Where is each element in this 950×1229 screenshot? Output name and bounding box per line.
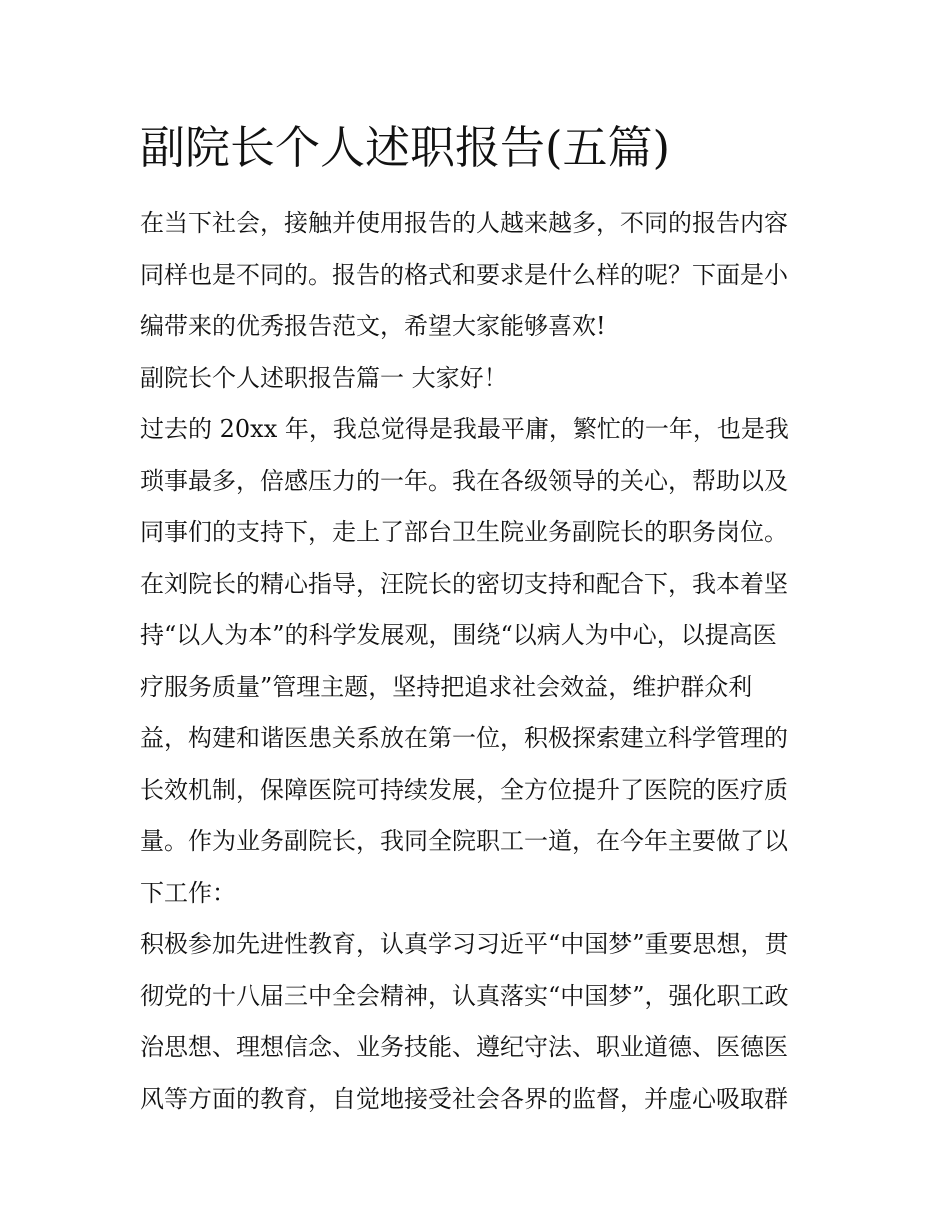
document-body (140, 198, 830, 1125)
text-line: 风等方面的教育，自觉地接受社会各界的监督，并虚心吸取群 (140, 1084, 788, 1113)
text-line: 积极参加先进性教育，认真学习习近平“中国梦”重要思想，贯 (140, 930, 789, 958)
text-line: 持“以人为本”的科学发展观，围绕“以病人为中心，以提高医 (140, 621, 777, 649)
text-line: 量。作为业务副院长，我同全院职工一道，在今年主要做了以 (140, 827, 788, 855)
text-line: 琐事最多，倍感压力的一年。我在各级领导的关心，帮助以及 (140, 466, 788, 495)
text-line: 在当下社会，接触并使用报告的人越来越多，不同的报告内容 (140, 209, 788, 237)
text-line: 下工作： (140, 878, 236, 907)
text-line: 长效机制，保障医院可持续发展，全方位提升了医院的医疗质 (140, 775, 788, 804)
text-line: 疗服务质量”管理主题，坚持把追求社会效益，维护群众利 (140, 672, 753, 701)
text-line: 治思想、理想信念、业务技能、遵纪守法、职业道德、医德医 (140, 1033, 788, 1061)
document-title: 副院长个人述职报告(五篇) (140, 121, 671, 174)
text-line: 益，构建和谐医患关系放在第一位，积极探索建立科学管理的 (140, 724, 788, 752)
text-line: 在刘院长的精心指导，汪院长的密切支持和配合下，我本着坚 (140, 569, 788, 598)
text-line: 同样也是不同的。报告的格式和要求是什么样的呢？下面是小 (140, 260, 788, 289)
section-heading-line: 副院长个人述职报告篇一 大家好！ (140, 363, 508, 392)
text-line: 编带来的优秀报告范文，希望大家能够喜欢! (140, 312, 606, 340)
text-line: 彻党的十八届三中全会精神，认真落实“中国梦”，强化职工政 (140, 981, 789, 1010)
text-line: 过去的 20xx 年，我总觉得是我最平庸，繁忙的一年，也是我 (140, 415, 789, 443)
text-line: 同事们的支持下，走上了部台卫生院业务副院长的职务岗位。 (140, 518, 788, 546)
